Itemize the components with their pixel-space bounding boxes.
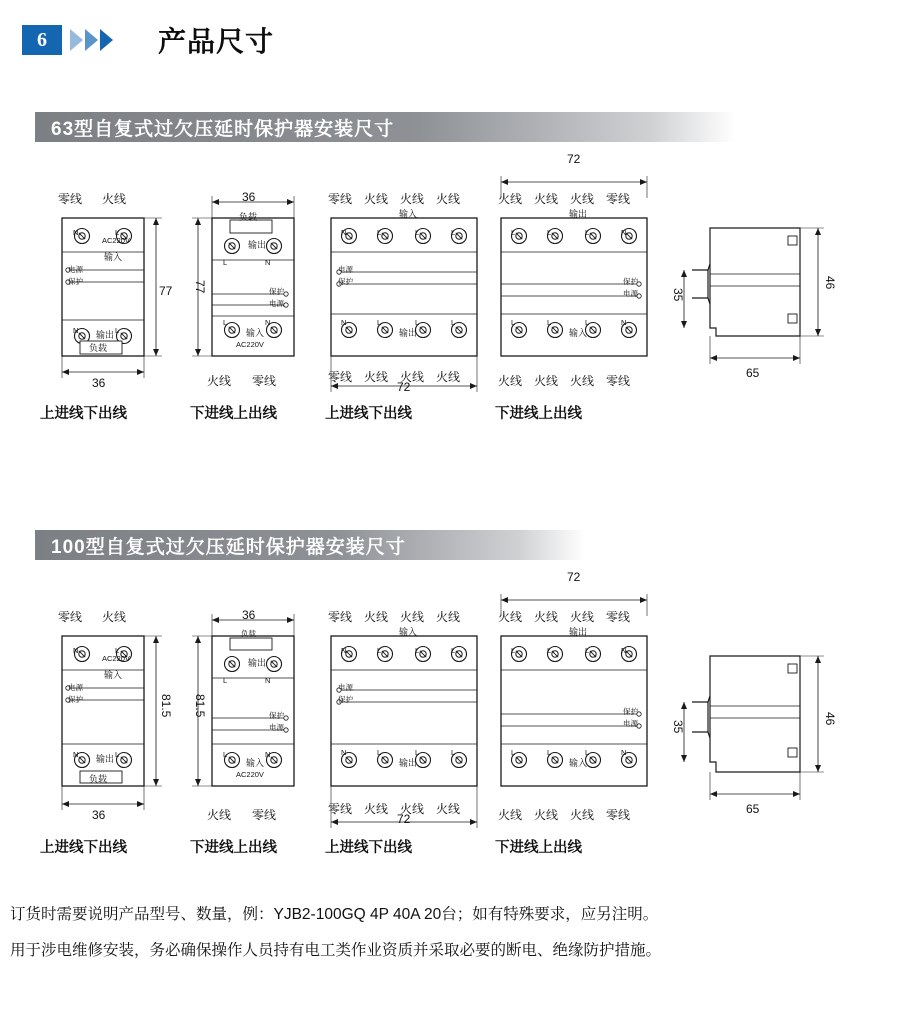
terminal-l-top-1: L (377, 228, 382, 237)
figure-caption: 上进线下出线 (325, 406, 412, 422)
label-output: 输出 (96, 330, 115, 340)
terminal-l-top-3: L (451, 228, 456, 237)
label-input: 输入 (246, 328, 265, 338)
terminal-n-top: N (73, 228, 79, 237)
figure-caption: 上进线下出线 (325, 840, 412, 856)
terminal-n-top: N (341, 228, 347, 237)
dim-depth: 65 (746, 366, 760, 380)
terminal-l-top: L (115, 646, 120, 655)
label-top-live-3: 火线 (436, 192, 461, 206)
label-input: 输入 (104, 670, 123, 680)
terminal-n-bottom: N (73, 326, 79, 335)
label-ac220v: AC220V (102, 654, 130, 663)
label-bottom-live-1: 火线 (364, 370, 389, 384)
label-top-live: 火线 (102, 610, 127, 624)
terminal-n-top: N (341, 646, 347, 655)
dim-height: 81.5 (159, 694, 173, 718)
figure-caption: 上进线下出线 (40, 406, 127, 422)
terminal-l-bottom-3: L (451, 748, 456, 757)
label-bottom-live: 火线 (207, 808, 232, 822)
label-bottom-live-1: 火线 (364, 802, 389, 816)
label-input: 输入 (569, 758, 588, 768)
terminal-l-bottom: L (115, 326, 120, 335)
label-top-live-1: 火线 (498, 610, 523, 624)
label-top-neutral: 零线 (58, 192, 83, 206)
terminal-n-bottom: N (621, 748, 627, 757)
terminal-l-top-2: L (415, 646, 420, 655)
figure-caption: 下进线上出线 (495, 406, 582, 422)
terminal-l-bottom-1: L (377, 318, 382, 327)
label-protect: 保护 (269, 711, 284, 720)
page-header (0, 12, 900, 58)
label-protect: 保护 (338, 277, 353, 286)
terminal-n-top: N (621, 646, 627, 655)
dim-height: 77 (193, 280, 207, 294)
terminal-l-top: L (223, 676, 228, 685)
terminal-l-top-1: L (511, 228, 516, 237)
terminal-l-top-2: L (547, 228, 552, 237)
terminal-n-top: N (73, 646, 79, 655)
label-power: 电源 (269, 723, 284, 732)
diagram-group-100 (0, 570, 900, 878)
label-top-live-2: 火线 (400, 610, 425, 624)
label-load: 负载 (241, 629, 256, 638)
terminal-l-top-2: L (547, 646, 552, 655)
label-load: 负载 (239, 212, 258, 222)
label-power: 电源 (623, 289, 638, 298)
footer-note-2: 用于涉电维修安装，务必确保操作人员持有电工类作业资质并采取必要的断电、绝缘防护措施。 (10, 942, 662, 959)
label-bottom-neutral: 零线 (252, 808, 277, 822)
section-banner-63: 63型自复式过欠压延时保护器安装尺寸 (35, 112, 735, 142)
terminal-n-bottom: N (341, 748, 347, 757)
label-output: 输出 (96, 754, 115, 764)
label-top-live: 火线 (102, 192, 127, 206)
figure-63-3 (325, 180, 505, 430)
terminal-n-bottom: N (341, 318, 347, 327)
label-bottom-neutral: 零线 (328, 370, 353, 384)
label-bottom-neutral: 零线 (252, 374, 277, 388)
label-top-neutral: 零线 (58, 610, 83, 624)
label-output: 输出 (399, 328, 418, 338)
terminal-l-bottom: L (223, 750, 228, 759)
label-protect: 保护 (68, 277, 83, 286)
dim-height: 81.5 (193, 694, 207, 718)
section-banner-100: 100型自复式过欠压延时保护器安装尺寸 (35, 530, 585, 560)
terminal-l-bottom-2: L (415, 748, 420, 757)
label-bottom-live-3: 火线 (570, 808, 595, 822)
terminal-n-bottom: N (265, 750, 271, 759)
terminal-n-top: N (621, 228, 627, 237)
label-bottom-live-2: 火线 (534, 808, 559, 822)
dim-width: 36 (242, 608, 256, 622)
label-protect: 保护 (269, 287, 284, 296)
label-top-live-1: 火线 (364, 610, 389, 624)
figure-100-5-side-view (671, 608, 880, 838)
label-top-live-3: 火线 (570, 610, 595, 624)
label-top-neutral: 零线 (328, 192, 353, 206)
label-power: 电源 (269, 299, 284, 308)
dim-height: 46 (823, 276, 837, 290)
label-input: 输入 (399, 627, 418, 637)
terminal-l-bottom-1: L (511, 748, 516, 757)
label-power: 电源 (68, 683, 83, 692)
terminal-l-bottom-3: L (585, 748, 590, 757)
figure-63-5-side-view (671, 180, 880, 400)
label-protect: 保护 (338, 695, 353, 704)
label-top-live-1: 火线 (498, 192, 523, 206)
label-bottom-neutral: 零线 (328, 802, 353, 816)
label-bottom-live-3: 火线 (436, 802, 461, 816)
label-bottom-neutral: 零线 (606, 808, 631, 822)
terminal-l-top: L (115, 228, 120, 237)
terminal-l-bottom-2: L (415, 318, 420, 327)
label-ac220v: AC220V (102, 236, 130, 245)
label-output: 输出 (248, 658, 267, 668)
figure-caption: 上进线下出线 (40, 840, 127, 856)
figure-100-1 (40, 598, 215, 868)
diagram-group-63 (0, 152, 900, 440)
page-title: 产品尺寸 (158, 26, 275, 57)
terminal-l-bottom-2: L (547, 318, 552, 327)
terminal-l-bottom: L (115, 750, 120, 759)
label-ac220v: AC220V (236, 770, 264, 779)
terminal-l-top-1: L (511, 646, 516, 655)
label-top-live-3: 火线 (570, 192, 595, 206)
terminal-l-top-3: L (585, 646, 590, 655)
dim-width: 36 (92, 376, 106, 390)
figure-caption: 下进线上出线 (495, 840, 582, 856)
label-ac220v: AC220V (236, 340, 264, 349)
label-protect: 保护 (623, 707, 638, 716)
figure-caption: 下进线上出线 (190, 840, 277, 856)
terminal-n-bottom: N (621, 318, 627, 327)
terminal-l-top-2: L (415, 228, 420, 237)
label-load: 负载 (89, 774, 108, 784)
section-number: 6 (22, 25, 62, 55)
label-input: 输入 (246, 758, 265, 768)
dim-width: 72 (567, 152, 581, 166)
label-output: 输出 (399, 758, 418, 768)
label-bottom-live-3: 火线 (570, 374, 595, 388)
label-bottom-live-2: 火线 (400, 370, 425, 384)
label-output: 输出 (248, 240, 267, 250)
dim-rail: 35 (671, 288, 685, 302)
terminal-l-top: L (223, 258, 228, 267)
figure-63-1 (40, 180, 215, 430)
terminal-l-bottom-3: L (585, 318, 590, 327)
label-protect: 保护 (623, 277, 638, 286)
label-top-neutral: 零线 (606, 192, 631, 206)
label-top-live-3: 火线 (436, 610, 461, 624)
label-top-live-2: 火线 (400, 192, 425, 206)
terminal-l-top-3: L (451, 646, 456, 655)
dim-width: 36 (92, 808, 106, 822)
terminal-l-bottom-2: L (547, 748, 552, 757)
label-power: 电源 (338, 265, 353, 274)
label-output: 输出 (569, 627, 588, 637)
label-bottom-live-3: 火线 (436, 370, 461, 384)
terminal-l-bottom-1: L (511, 318, 516, 327)
figure-100-4 (495, 570, 675, 868)
label-power: 电源 (68, 265, 83, 274)
terminal-l-bottom: L (223, 318, 228, 327)
label-top-neutral: 零线 (328, 610, 353, 624)
figure-63-4 (495, 152, 675, 430)
terminal-n-top: N (265, 258, 271, 267)
terminal-l-top-3: L (585, 228, 590, 237)
dim-width: 36 (242, 190, 256, 204)
label-bottom-neutral: 零线 (606, 374, 631, 388)
chevron-right-icon (70, 29, 113, 51)
label-top-live-2: 火线 (534, 610, 559, 624)
dim-width: 72 (397, 380, 411, 394)
terminal-n-bottom: N (265, 318, 271, 327)
label-output: 输出 (569, 209, 588, 219)
terminal-l-bottom-1: L (377, 748, 382, 757)
label-top-neutral: 零线 (606, 610, 631, 624)
dim-depth: 65 (746, 802, 760, 816)
label-bottom-live-1: 火线 (498, 808, 523, 822)
footer-note-1: 订货时需要说明产品型号、数量，例：YJB2-100GQ 4P 40A 20台；如有特殊要求，应另注明。 (10, 906, 659, 923)
terminal-l-top-1: L (377, 646, 382, 655)
figure-100-3 (325, 598, 505, 868)
label-input: 输入 (569, 328, 588, 338)
terminal-n-top: N (265, 676, 271, 685)
dim-width: 72 (397, 812, 411, 826)
label-power: 电源 (623, 719, 638, 728)
dim-width: 72 (567, 570, 581, 584)
terminal-l-bottom-3: L (451, 318, 456, 327)
label-top-live-2: 火线 (534, 192, 559, 206)
label-bottom-live-1: 火线 (498, 374, 523, 388)
dim-height: 46 (823, 712, 837, 726)
label-protect: 保护 (68, 695, 83, 704)
label-bottom-live-2: 火线 (534, 374, 559, 388)
label-input: 输入 (104, 252, 123, 262)
label-input: 输入 (399, 209, 418, 219)
label-power: 电源 (338, 683, 353, 692)
terminal-n-bottom: N (73, 750, 79, 759)
label-bottom-live: 火线 (207, 374, 232, 388)
label-top-live-1: 火线 (364, 192, 389, 206)
figure-caption: 下进线上出线 (190, 406, 277, 422)
label-bottom-live-2: 火线 (400, 802, 425, 816)
dim-rail: 35 (671, 720, 685, 734)
label-load: 负载 (89, 343, 108, 353)
dim-height: 77 (159, 284, 173, 298)
